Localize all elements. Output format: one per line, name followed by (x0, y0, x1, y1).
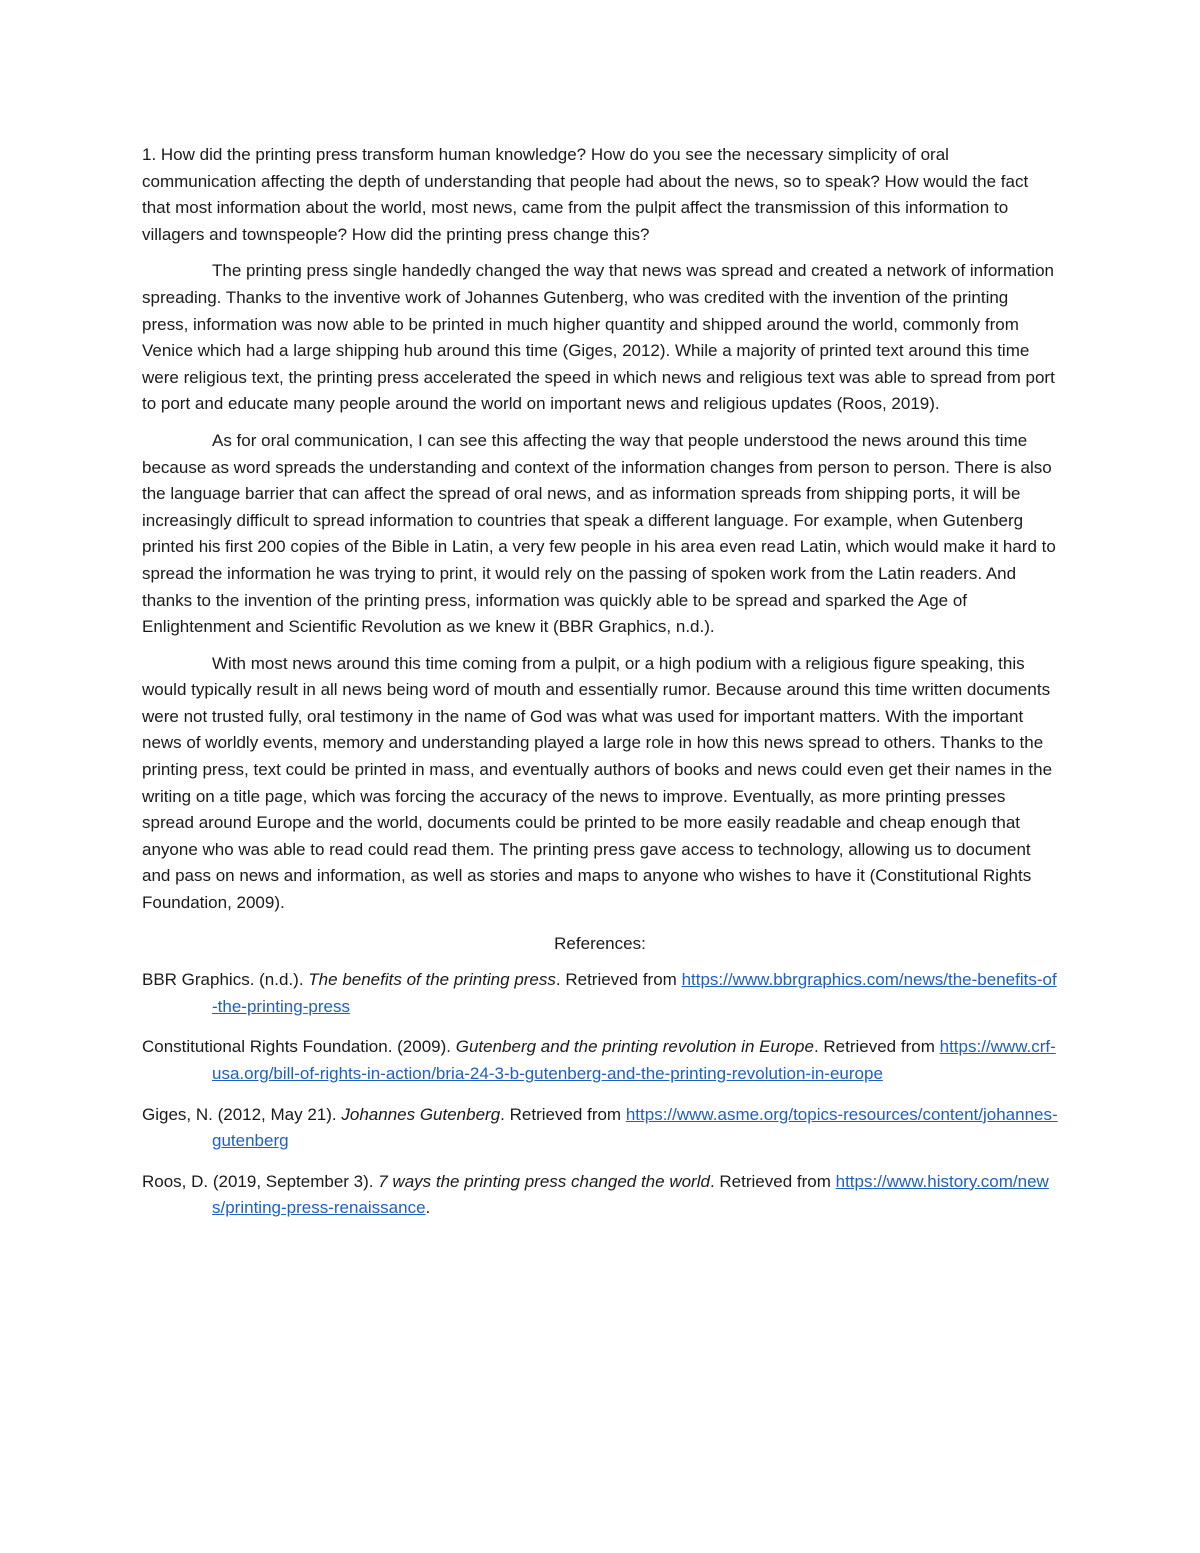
question-text: 1. How did the printing press transform human knowledge? How do you see the necessary simplicity of oral communication affecting the depth of understanding that people had about the news, so to speak? How would the fact that most information about the world, most news, came from the pulpit affect the transmission of this information to villagers and townspeople? How did the printing press change this? (142, 145, 1029, 244)
body-paragraph-3: With most news around this time coming from a pulpit, or a high podium with a religious figure speaking, this would typically result in all news being word of mouth and essentially rumor. Because around this time written documents were not trusted fully, oral testimony in the name of God was what was used for important matters. With the important news of worldly events, memory and understanding played a large role in how this news spread to others. Thanks to the printing press, text could be printed in mass, and eventually authors of books and news could even get their names in the writing on a title page, which was forcing the accuracy of the news to improve. Eventually, as more printing presses spread around Europe and the world, documents could be printed to be more easily readable and cheap enough that anyone who was able to read could read them. The printing press gave access to technology, allowing us to document and pass on news and information, as well as stories and maps to anyone who wishes to have it (Constitutional Rights Foundation, 2009). (142, 653, 1053, 913)
reference-link[interactable]: https://www.bbrgraphics.com/news/the-benefits-of-the-printing-press (212, 970, 1057, 1016)
reference-author: Constitutional Rights Foundation. (2009). (142, 1037, 452, 1057)
reference-title: Johannes Gutenberg (341, 1104, 501, 1124)
reference-link[interactable]: https://www.crf-usa.org/bill-of-rights-in-action/bria-24-3-b-gutenberg-and-the-printing-revolution-in-europe (212, 1037, 1056, 1083)
reference-title: Gutenberg and the printing revolution in Europe (455, 1037, 814, 1057)
reference-entry-2 (142, 1034, 1058, 1087)
reference-title: 7 ways the printing press changed the world (378, 1171, 710, 1191)
reference-retrieved: . Retrieved from (500, 1104, 622, 1124)
reference-author: BBR Graphics. (n.d.). (142, 970, 304, 990)
document-page (142, 142, 1058, 1236)
reference-entry-4 (142, 1169, 1058, 1222)
reference-title: The benefits of the printing press (308, 970, 556, 990)
reference-entry-1 (142, 967, 1058, 1020)
reference-retrieved: . Retrieved from (709, 1171, 831, 1191)
reference-retrieved: . Retrieved from (555, 970, 677, 990)
reference-link[interactable]: https://www.history.com/news/printing-press-renaissance (212, 1171, 1049, 1218)
reference-link[interactable]: https://www.asme.org/topics-resources/content/johannes-gutenberg (212, 1104, 1058, 1151)
body-paragraph-1: The printing press single handedly changed the way that news was spread and created a network of information spreading. Thanks to the inventive work of Johannes Gutenberg, who was credited with the invention of the printing press, information was now able to be printed in much higher quantity and shipped around the world, commonly from Venice which had a large shipping hub around this time (Giges, 2012). While a majority of printed text around this time were religious text, the printing press accelerated the speed in which news and religious text was able to spread from port to port and educate many people around the world on important news and religious updates (Roos, 2019). (142, 261, 1055, 414)
reference-author: Roos, D. (2019, September 3). (142, 1171, 374, 1191)
reference-entry-3 (142, 1102, 1058, 1155)
reference-author: Giges, N. (2012, May 21). (142, 1104, 337, 1124)
body-paragraph-2: As for oral communication, I can see this affecting the way that people understood the news around this time because as word spreads the understanding and context of the information changes from person to person. There is also the language barrier that can affect the spread of oral news, and as information spreads from shipping ports, it will be increasingly difficult to spread information to countries that speak a different language. For example, when Gutenberg printed his first 200 copies of the Bible in Latin, a very few people in his area even read Latin, which would make it hard to spread the information he was trying to print, it would rely on the passing of spoken work from the Latin readers. And thanks to the invention of the printing press, information was quickly able to be spread and sparked the Age of Enlightenment and Scientific Revolution as we knew it (BBR Graphics, n.d.). (142, 430, 1056, 637)
reference-retrieved: . Retrieved from (813, 1037, 935, 1057)
references-heading: References: (554, 933, 646, 953)
reference-trailing: . (425, 1198, 431, 1218)
